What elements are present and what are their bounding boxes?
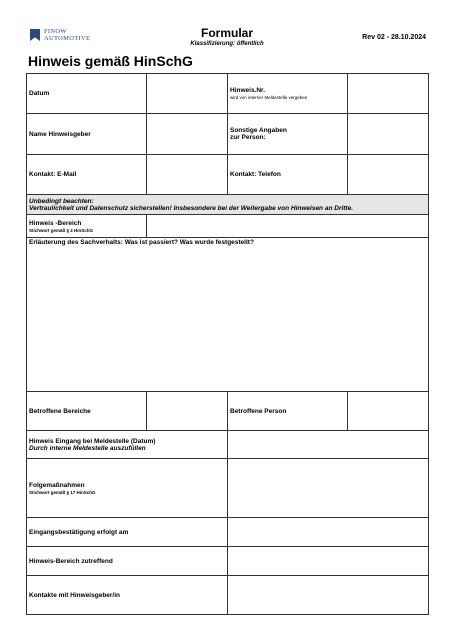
- category-applicable-field[interactable]: [228, 547, 429, 576]
- form-title: Formular: [200, 26, 253, 40]
- phone-field[interactable]: [348, 155, 429, 195]
- report-form: [26, 73, 429, 615]
- logo-line-2: AUTOMOTIVE: [44, 35, 91, 42]
- confirmation-field[interactable]: [228, 518, 429, 547]
- follow-up-field[interactable]: [228, 459, 429, 518]
- privacy-notice: Unbedingt beachten: Vertraulichkeit und Datenschutz sicherstellen! Insbesondere bei der Weitergabe von Hinweisen an Dritte.: [27, 195, 429, 215]
- affected-person-field[interactable]: [348, 392, 429, 431]
- phone-label: Kontakt: Telefon: [228, 155, 348, 195]
- date-label: Datum: [27, 74, 147, 114]
- follow-up-note: Stichwort gemäß § 17 HinSchG: [29, 489, 96, 495]
- email-field[interactable]: [147, 155, 228, 195]
- contacts-label: Kontakte mit Hinweisgeber/in: [27, 576, 228, 615]
- category-applicable-label: Hinweis-Bereich zutreffend: [27, 547, 228, 576]
- affected-areas-label: Betroffene Bereiche: [27, 392, 147, 431]
- report-number-label: Hinweis.Nr. wird von interner Meldestelle vergeben: [228, 74, 348, 114]
- other-info-field[interactable]: [348, 114, 429, 155]
- category-field[interactable]: [147, 215, 429, 238]
- other-info-label: Sonstige Angaben zur Person:: [228, 114, 348, 155]
- receipt-date-note: Durch interne Meldestelle auszufüllen: [29, 444, 146, 452]
- name-label: Name Hinweisgeber: [27, 114, 147, 155]
- contacts-field[interactable]: [228, 576, 429, 615]
- name-field[interactable]: [147, 114, 228, 155]
- receipt-date-label: Hinweis Eingang bei Meldestelle (Datum) Durch interne Meldestelle auszufüllen: [27, 431, 228, 459]
- confirmation-label: Eingangsbestätigung erfolgt am: [27, 518, 228, 547]
- report-number-note: wird von interner Meldestelle vergeben: [230, 95, 308, 100]
- document-title: Hinweis gemäß HinSchG: [28, 53, 193, 69]
- category-label: Hinweis -Bereich Stichwort gemäß § 2 HinSchG: [27, 215, 147, 238]
- date-field[interactable]: [147, 74, 228, 114]
- classification-label: Klassifizierung: öffentlich: [190, 41, 264, 47]
- revision-label: Rev 02 - 28.10.2024: [362, 34, 426, 41]
- receipt-date-field[interactable]: [228, 431, 429, 459]
- category-note: Stichwort gemäß § 2 HinSchG: [29, 227, 94, 233]
- email-label: Kontakt: E-Mail: [27, 155, 147, 195]
- description-label: Erläuterung des Sachverhalts: Was ist passiert? Was wurde festgestellt?: [29, 239, 254, 246]
- report-number-field[interactable]: [348, 74, 429, 114]
- logo-line-1: FINOW: [44, 28, 67, 35]
- affected-areas-field[interactable]: [147, 392, 228, 431]
- description-field[interactable]: [27, 238, 429, 392]
- follow-up-label: Folgemaßnahmen Stichwort gemäß § 17 HinSchG: [27, 459, 228, 518]
- affected-person-label: Betroffene Person: [228, 392, 348, 431]
